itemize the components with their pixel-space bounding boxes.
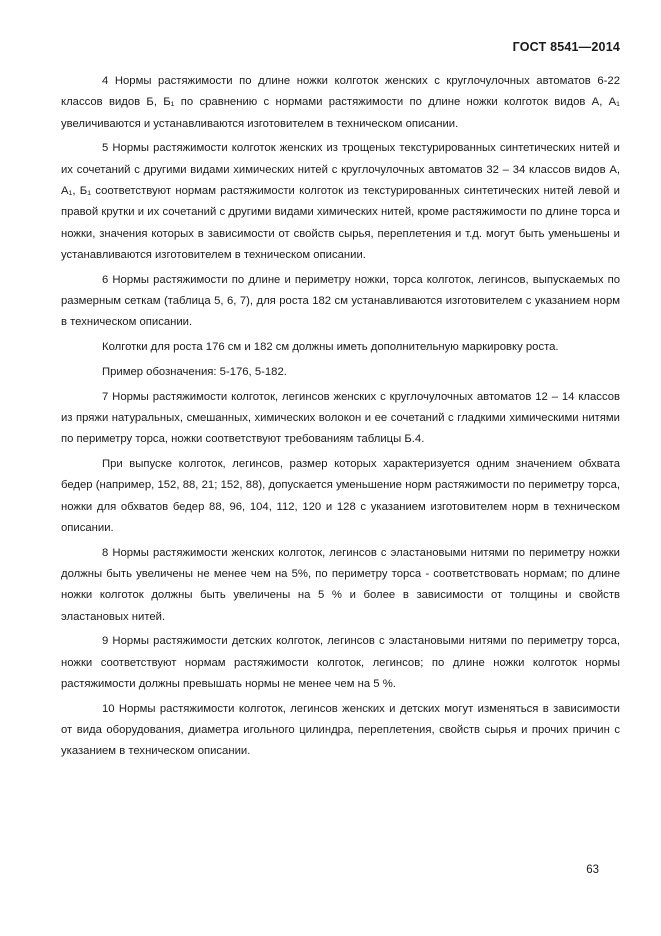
paragraph-9: 9 Нормы растяжимости детских колготок, легинсов с эластановыми нитями по периметру торса, ножки соответствуют нормам растяжимости колготок, легинсов; по длине ножки колготок нормы растяжимости должны превышать нормы не менее чем на 5 %. — [61, 635, 620, 691]
page-number: 63 — [586, 864, 599, 876]
paragraph-height-marking: Колготки для роста 176 см и 182 см должны иметь дополнительную маркировку роста. — [102, 341, 559, 354]
document-body — [61, 71, 620, 766]
paragraph-example: Пример обозначения: 5-176, 5-182. — [102, 365, 287, 378]
paragraph-5: 5 Нормы растяжимости колготок женских из трощеных текстурированных синтетических нитей и их сочетаний с другими видами химических нитей с круглочулочных автоматов 32 – 34 классов видов А, А₁, Б₁ соответствуют нормам растяжимости колготок из текстурированных синтетических нитей левой и правой крутки и их сочетаний с другими видами химических нитей, кроме растяжимости по длине торса и ножки, значения которых в зависимости от свойств сырья, переплетения и т.д. могут быть уменьшены и устанавливаются изготовителем в техническом описании. — [61, 142, 620, 261]
paragraph-7: 7 Нормы растяжимости колготок, легинсов женских с круглочулочных автоматов 12 – 14 классов из пряжи натуральных, смешанных, химических волокон и ее сочетаний с гладкими химическими нитями по периметру торса, ножки соответствуют требованиям таблицы Б.4. — [61, 390, 620, 446]
paragraph-4: 4 Нормы растяжимости по длине ножки колготок женских с круглочулочных автоматов 6-22 классов видов Б, Б₁ по сравнению с нормами растяжимости по длине ножки колготок видов А, А₁ увеличиваются и устанавливаются изготовителем в техническом описании. — [61, 75, 620, 130]
paragraph-8: 8 Нормы растяжимости женских колготок, легинсов с эластановыми нитями по периметру ножки должны быть увеличены не менее чем на 5%, по периметру торса - соответствовать нормам; по длине ножки колготок должны быть увеличены на 5 % и более в зависимости от толщины и свойств эластановых нитей. — [61, 546, 620, 623]
document-code-header: ГОСТ 8541—2014 — [512, 40, 620, 54]
paragraph-10: 10 Нормы растяжимости колготок, легинсов женских и детских могут изменяться в зависимости от вида оборудования, диаметра игольного цилиндра, переплетения, свойств сырья и прочих причин с указанием в техническом описании. — [61, 702, 620, 758]
paragraph-7-note: При выпуске колготок, легинсов, размер которых характеризуется одним значением обхвата бедер (например, 152, 88, 21; 152, 88), допускается уменьшение норм растяжимости по периметру торса, ножки для обхватов бедер 88, 96, 104, 112, 120 и 128 с указанием изготовителем норм в техническом описании. — [61, 458, 620, 534]
paragraph-6: 6 Нормы растяжимости по длине и периметру ножки, торса колготок, легинсов, выпускаемых по размерным сеткам (таблица 5, 6, 7), для роста 182 см устанавливаются изготовителем с указанием норм в техническом описании. — [61, 273, 620, 329]
